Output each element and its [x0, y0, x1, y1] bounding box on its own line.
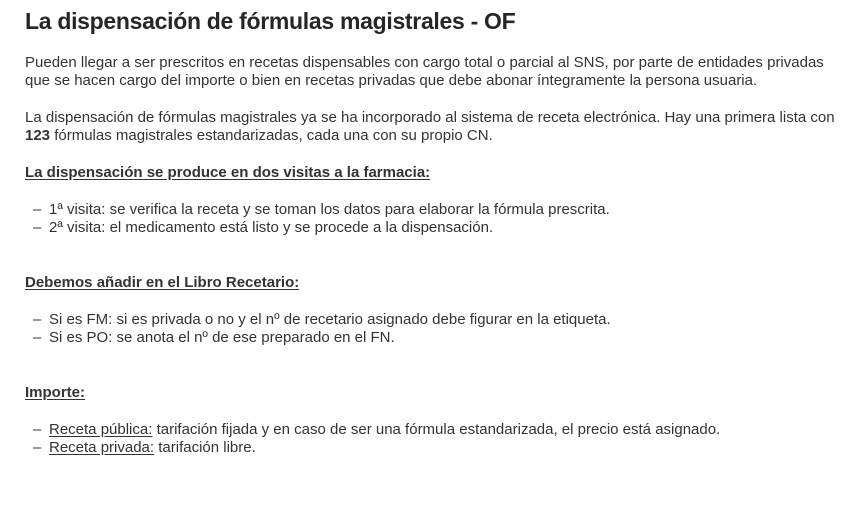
list-item	[25, 219, 493, 237]
page-title: La dispensación de fórmulas magistrales - OF	[25, 8, 516, 34]
list-item-text: 2ª visita: el medicamento está listo y se procede a la dispensación.	[49, 219, 494, 236]
bullet-dash: –	[33, 439, 42, 456]
bullet-dash: –	[33, 311, 42, 328]
intro-line-1: Pueden llegar a ser prescritos en recetas dispensables con cargo total o parcial al SNS, por parte de entidades privadas	[25, 54, 824, 71]
list-item	[25, 439, 256, 457]
list-item-text: Si es PO: se anota el nº de ese preparado en el FN.	[49, 329, 395, 346]
bullet-dash: –	[33, 421, 42, 438]
list-item-text: 1ª visita: se verifica la receta y se toman los datos para elaborar la fórmula prescrita.	[49, 201, 610, 218]
list-item	[25, 421, 720, 439]
importe-heading: Importe:	[25, 384, 85, 401]
electronic-line-2	[25, 127, 493, 145]
visits-heading: La dispensación se produce en dos visitas a la farmacia:	[25, 164, 431, 181]
electronic-line-1: La dispensación de fórmulas magistrales ya se ha incorporado al sistema de receta electrónica. Hay una primera lista con	[25, 109, 835, 126]
bullet-dash: –	[33, 201, 42, 218]
list-item	[25, 201, 610, 219]
list-item	[25, 311, 611, 329]
list-item	[25, 329, 395, 347]
list-item-text: tarifación fijada y en caso de ser una fórmula estandarizada, el precio está asignado.	[152, 421, 721, 438]
formula-count: 123	[25, 127, 51, 144]
list-item-text: tarifación libre.	[154, 439, 256, 456]
electronic-line-2-text: fórmulas magistrales estandarizadas, cada una con su propio CN.	[50, 127, 493, 144]
receta-privada-label: Receta privada:	[49, 439, 155, 456]
receta-publica-label: Receta pública:	[49, 421, 153, 438]
intro-line-2: que se hacen cargo del importe o bien en recetas privadas que debe abonar íntegramente la persona usuaria.	[25, 72, 758, 89]
bullet-dash: –	[33, 329, 42, 346]
list-item-text: Si es FM: si es privada o no y el nº de recetario asignado debe figurar en la etiqueta.	[49, 311, 611, 328]
bullet-dash: –	[33, 219, 42, 236]
recetario-heading: Debemos añadir en el Libro Recetario:	[25, 274, 300, 291]
